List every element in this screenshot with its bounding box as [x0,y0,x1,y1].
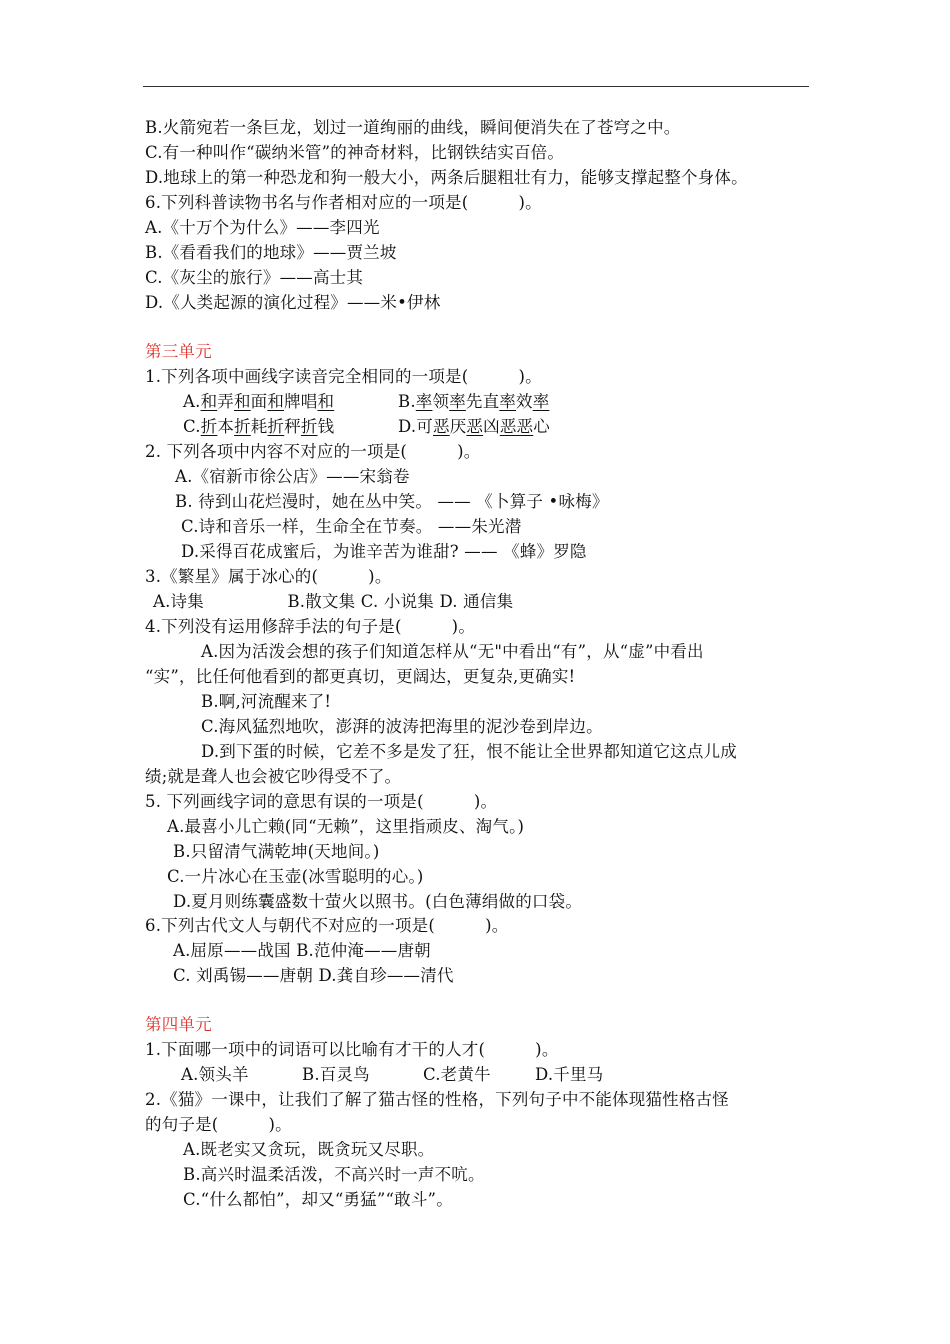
u4-q1-option-d: D.千里马 [535,1065,604,1084]
u3-q4-option-d-line1: D.到下蛋的时候，它差不多是发了狂，恨不能让全世界都知道它这点儿成 [201,742,737,761]
underlined-char: 和 [200,392,218,411]
u3-q4-option-a-line2: “实”，比任何他看到的都更真切，更阔达，更复杂,更确实! [145,667,576,686]
u3-q1-option-d [398,415,550,439]
u3-q2-option-b: B. 待到山花烂漫时，她在丛中笑。 —— 《卜算子 •咏梅》 [175,492,609,511]
option-label: C. [183,417,201,436]
plain-text: 效 [516,392,533,411]
plain-text: 牌唱 [284,392,318,411]
u3-q5-option-b: B.只留清气满乾坤(天地间。) [173,842,380,861]
u4-q1-option-c: C.老黄牛 [423,1065,491,1084]
u3-q1-option-c [183,415,334,439]
header-rule [143,86,809,87]
u2-option-c: C.有一种叫作“碳纳米管”的神奇材料，比钢铁结实百倍。 [145,143,565,162]
u3-q4-option-b: B.啊,河流醒来了! [201,692,332,711]
underlined-char: 恶 [466,417,484,436]
plain-text: 钱 [317,417,335,436]
u3-q5-option-d: D.夏月则练囊盛数十萤火以照书。(白色薄绢做的口袋。 [173,892,583,911]
u4-q1-stem: 1.下面哪一项中的词语可以比喻有才干的人才( )。 [145,1040,559,1059]
u4-q2-stem-line1: 2.《猫》一课中，让我们了解了猫古怪的性格，下列句子中不能体现猫性格古怪 [145,1090,729,1109]
u3-q5-stem: 5. 下列画线字词的意思有误的一项是( )。 [145,792,498,811]
u4-q2-option-b: B.高兴时温柔活泼，不高兴时一声不吭。 [183,1165,485,1184]
u2-q6-option-c: C.《灰尘的旅行》——高士其 [145,268,364,287]
underlined-char: 和 [233,392,251,411]
u3-q3-options: A.诗集 B.散文集 C. 小说集 D. 通信集 [153,592,514,611]
underlined-char: 恶 [499,417,517,436]
plain-text: 领 [432,392,450,411]
plain-text: 厌 [449,417,467,436]
underlined-char: 率 [532,392,550,411]
underlined-char: 折 [200,417,218,436]
u4-q2-option-c: C.“什么都怕”，却又“勇猛”“敢斗”。 [183,1190,453,1209]
u2-q6-option-b: B.《看看我们的地球》——贾兰坡 [145,243,397,262]
option-label: A. [183,392,201,411]
plain-text: 先直 [465,392,500,411]
underlined-char: 折 [234,417,251,436]
underlined-char: 和 [317,392,335,411]
plain-text: 耗 [250,417,268,436]
u3-q4-option-c: C.海风猛烈地吹，澎湃的波涛把海里的泥沙卷到岸边。 [201,717,603,736]
plain-text: 面 [250,392,268,411]
plain-text: 秤 [284,417,301,436]
u3-q2-option-a: A.《宿新市徐公店》——宋翁卷 [175,467,410,486]
underlined-char: 折 [267,417,285,436]
u2-option-b: B.火箭宛若一条巨龙，划过一道绚丽的曲线，瞬间便消失在了苍穹之中。 [145,118,681,137]
underlined-char: 率 [415,392,433,411]
u3-q2-option-c: C.诗和音乐一样，生命全在节奏。 ——朱光潜 [181,517,522,536]
u2-q6-stem: 6.下列科普读物书名与作者相对应的一项是( )。 [145,193,542,212]
option-label: B. [398,392,416,411]
plain-text: 心 [533,417,550,436]
plain-text: 本 [217,417,235,436]
option-label: D. [398,417,417,436]
plain-text: 凶 [483,417,500,436]
u3-q1-stem: 1.下列各项中画线字读音完全相同的一项是( )。 [145,367,542,386]
u3-q6-options-row1: A.屈原——战国 B.范仲淹——唐朝 [173,941,431,960]
plain-text: 可 [416,417,433,436]
plain-text: 弄 [217,392,234,411]
u3-q2-option-d: D.采得百花成蜜后，为谁辛苦为谁甜? —— 《蜂》罗隐 [181,542,587,561]
u3-q4-stem: 4.下列没有运用修辞手法的句子是( )。 [145,617,476,636]
u3-q5-option-a: A.最喜小儿亡赖(同“无赖”，这里指顽皮、淘气。) [167,817,525,836]
underlined-char: 和 [267,392,285,411]
u4-q2-stem-line2: 的句子是( )。 [145,1115,292,1134]
u3-q1-option-b [398,390,549,414]
underlined-char: 恶 [433,417,450,436]
u3-q4-option-a-line1: A.因为活泼会想的孩子们知道怎样从“无"中看出“有”，从“虚”中看出 [201,642,704,661]
underlined-char: 恶 [516,417,534,436]
u3-q6-stem: 6.下列古代文人与朝代不对应的一项是( )。 [145,916,509,935]
u3-q1-option-a [183,390,334,414]
u4-q1-option-b: B.百灵鸟 [302,1065,370,1084]
u3-q4-option-d-line2: 绩;就是聋人也会被它吵得受不了。 [145,767,402,786]
u4-q1-option-a: A.领头羊 [181,1065,249,1084]
underlined-char: 率 [449,392,466,411]
u2-q6-option-a: A.《十万个为什么》——李四光 [145,218,380,237]
unit3-heading: 第三单元 [145,342,212,361]
unit4-heading: 第四单元 [145,1015,212,1034]
underlined-char: 折 [300,417,318,436]
u3-q2-stem: 2. 下列各项中内容不对应的一项是( )。 [145,442,481,461]
u2-option-d: D.地球上的第一种恐龙和狗一般大小，两条后腿粗壮有力，能够支撑起整个身体。 [145,168,748,187]
underlined-char: 率 [499,392,516,411]
u4-q2-option-a: A.既老实又贪玩，既贪玩又尽职。 [183,1140,435,1159]
u3-q3-stem: 3.《繁星》属于冰心的( )。 [145,567,392,586]
u3-q6-options-row2: C. 刘禹锡——唐朝 D.龚自珍——清代 [173,966,454,985]
u3-q5-option-c: C.一片冰心在玉壶(冰雪聪明的心。) [167,867,424,886]
u2-q6-option-d: D.《人类起源的演化过程》——米•伊林 [145,293,441,312]
